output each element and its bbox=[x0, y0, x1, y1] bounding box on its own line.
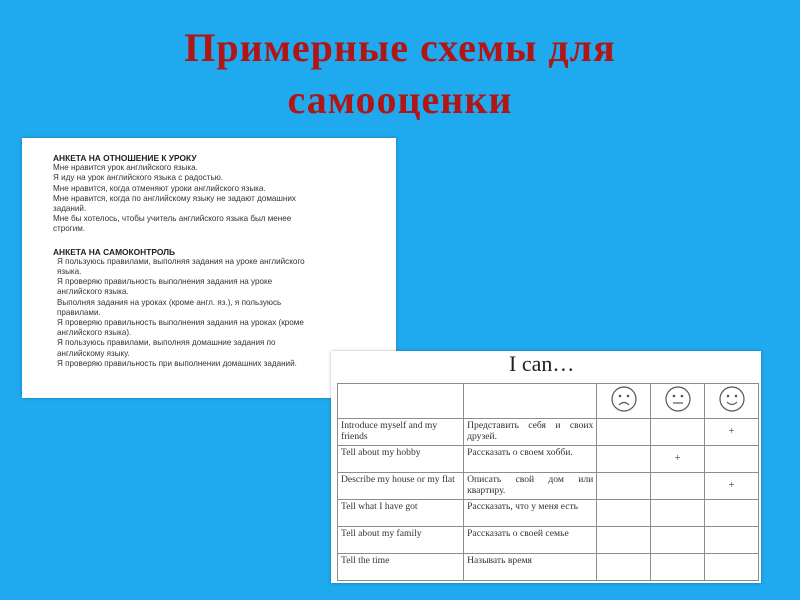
questionnaire-line: Мне нравится, когда отменяют уроки английского языка. bbox=[53, 183, 266, 193]
questionnaire-line: языка. bbox=[57, 267, 82, 277]
questionnaire-line: Выполняя задания на уроках (кроме англ. яз.), я пользуюсь bbox=[57, 297, 282, 307]
questionnaire-line: Я пользуюсь правилами, выполняя задания на уроке английского bbox=[57, 256, 305, 266]
skill-russian: Рассказать, что у меня есть bbox=[464, 499, 597, 526]
rating-cell bbox=[651, 499, 705, 526]
questionnaire-line: Мне бы хотелось, чтобы учитель английского языка был менее bbox=[53, 214, 292, 224]
rating-cell bbox=[705, 445, 759, 472]
questionnaire-line: Мне нравится, когда по английскому языку не задают домашних bbox=[53, 193, 296, 203]
ican-heading: I can… bbox=[509, 351, 575, 376]
questionnaire-line: Я проверяю правильность выполнения задания на уроках (кроме bbox=[57, 318, 304, 328]
ican-document bbox=[331, 351, 761, 583]
skill-russian: Представить себя и своих друзей. bbox=[464, 418, 597, 445]
skill-russian: Описать свой дом или квартиру. bbox=[464, 472, 597, 499]
table-row bbox=[338, 499, 759, 526]
rating-cell bbox=[597, 553, 651, 580]
slide-title-line-1: Примерные схемы для bbox=[184, 25, 616, 70]
rating-cell bbox=[705, 499, 759, 526]
section1-heading: АНКЕТА НА ОТНОШЕНИЕ К УРОКУ bbox=[53, 153, 197, 163]
slide-title bbox=[0, 22, 800, 126]
slide-title-line-2: самооценки bbox=[287, 77, 513, 122]
rating-cell bbox=[705, 526, 759, 553]
questionnaire-line: Я проверяю правильность при выполнении домашних заданий. bbox=[57, 358, 297, 368]
questionnaire-line: Я пользуюсь правилами, выполняя домашние задания по bbox=[57, 338, 276, 348]
questionnaire-line: английского языка). bbox=[57, 328, 132, 338]
skill-english: Tell what I have got bbox=[338, 499, 464, 526]
rating-cell bbox=[651, 418, 705, 445]
skill-russian: Рассказать о своем хобби. bbox=[464, 445, 597, 472]
skill-english: Tell the time bbox=[338, 553, 464, 580]
rating-cell: + bbox=[651, 445, 705, 472]
ican-table bbox=[337, 383, 759, 581]
skill-russian: Называть время bbox=[464, 553, 597, 580]
skill-english: Introduce myself and my friends bbox=[338, 418, 464, 445]
table-row bbox=[338, 553, 759, 580]
rating-cell bbox=[597, 472, 651, 499]
rating-cell bbox=[705, 553, 759, 580]
rating-cell: + bbox=[705, 472, 759, 499]
rating-cell bbox=[597, 418, 651, 445]
sad-face-icon bbox=[610, 385, 638, 413]
rating-cell bbox=[597, 445, 651, 472]
skill-english: Describe my house or my flat bbox=[338, 472, 464, 499]
table-row bbox=[338, 526, 759, 553]
table-row bbox=[338, 418, 759, 445]
neutral-face-icon bbox=[664, 385, 692, 413]
skill-russian: Рассказать о своей семье bbox=[464, 526, 597, 553]
table-row bbox=[338, 445, 759, 472]
rating-cell bbox=[651, 472, 705, 499]
skill-english: Tell about my family bbox=[338, 526, 464, 553]
happy-face-icon bbox=[718, 385, 746, 413]
questionnaire-line: строгим. bbox=[53, 224, 86, 234]
questionnaire-line: английскому языку. bbox=[57, 348, 130, 358]
rating-cell bbox=[597, 499, 651, 526]
questionnaire-line: английского языка. bbox=[57, 287, 129, 297]
questionnaire-line: заданий. bbox=[53, 204, 87, 214]
questionnaire-line: правилами. bbox=[57, 307, 101, 317]
rating-cell: + bbox=[705, 418, 759, 445]
section2-heading: АНКЕТА НА САМОКОНТРОЛЬ bbox=[53, 246, 176, 257]
rating-cell bbox=[651, 526, 705, 553]
table-row bbox=[338, 472, 759, 499]
questionnaire-line: Мне нравится урок английского языка. bbox=[53, 163, 198, 173]
rating-cell bbox=[597, 526, 651, 553]
table-header-row bbox=[338, 384, 759, 419]
skill-english: Tell about my hobby bbox=[338, 445, 464, 472]
questionnaire-line: Я иду на урок английского языка с радостью. bbox=[53, 173, 224, 183]
rating-cell bbox=[651, 553, 705, 580]
questionnaire-line: Я проверяю правильность выполнения задания на уроке bbox=[57, 277, 273, 287]
section1-lines bbox=[53, 163, 383, 234]
